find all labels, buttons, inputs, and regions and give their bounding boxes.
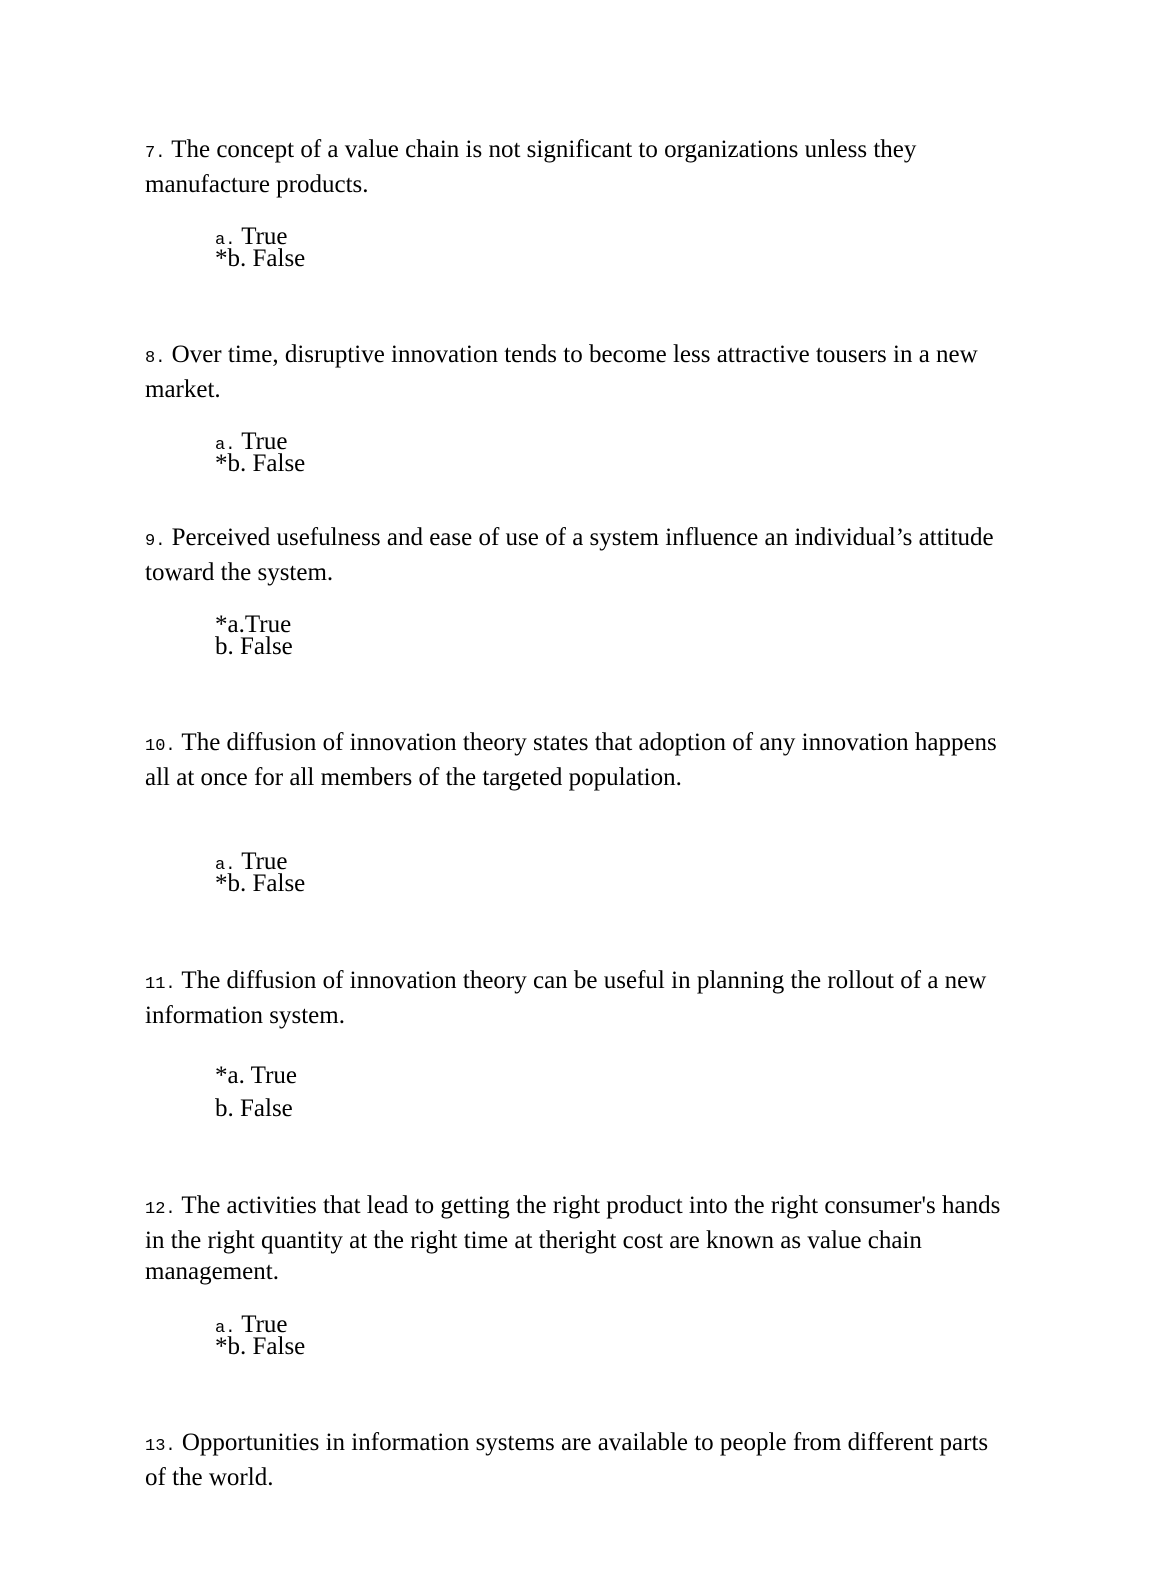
option-prefix: b. <box>215 1095 234 1122</box>
question-text: The concept of a value chain is not significant to organizations unless they manufacture products. <box>145 136 917 198</box>
question-10 <box>145 727 1005 897</box>
question-12-text-block <box>145 1190 1005 1287</box>
option-prefix: a. <box>215 856 236 875</box>
option-prefix: *b. <box>215 450 247 477</box>
option-b <box>215 633 293 660</box>
option-label: False <box>252 245 306 272</box>
option-label: False <box>240 1095 293 1122</box>
option-b <box>215 1333 306 1360</box>
option-prefix: b. <box>215 633 234 660</box>
option-label: True <box>241 1311 288 1338</box>
question-number: 7. <box>145 144 166 163</box>
option-b <box>215 450 306 477</box>
question-12 <box>145 1190 1005 1360</box>
answer-options <box>215 1059 297 1125</box>
question-text: The activities that lead to getting the right product into the right consumer's hands in the right quantity at the right time at theright cost are known as value chain management. <box>145 1192 1001 1285</box>
option-label: True <box>241 848 288 875</box>
question-number: 9. <box>145 532 166 551</box>
question-text: Perceived usefulness and ease of use of a system influence an individual’s attitude toward the system. <box>145 524 994 586</box>
option-prefix: a. <box>215 231 236 250</box>
question-text: The diffusion of innovation theory can be useful in planning the rollout of a new information system. <box>145 967 987 1029</box>
question-9-text-block <box>145 522 1005 588</box>
question-text: Opportunities in information systems are available to people from different parts of the world. <box>145 1429 989 1491</box>
question-9 <box>145 522 1005 660</box>
option-b <box>215 870 306 897</box>
option-prefix: *b. <box>215 870 247 897</box>
option-label: True <box>250 1062 297 1089</box>
answer-options <box>215 223 306 272</box>
question-7 <box>145 134 1005 272</box>
answer-options <box>215 611 293 660</box>
answer-options <box>215 428 306 477</box>
question-number: 10. <box>145 737 176 756</box>
option-label: False <box>240 633 293 660</box>
question-text: The diffusion of innovation theory states that adoption of any innovation happens all at once for all members of the targeted population. <box>145 729 997 791</box>
question-number: 8. <box>145 349 166 368</box>
option-a <box>215 1059 297 1092</box>
option-b <box>215 1092 297 1125</box>
option-prefix: a. <box>215 1319 236 1338</box>
option-label: False <box>252 450 306 477</box>
option-prefix: *b. <box>215 1333 247 1360</box>
question-13-text-block <box>145 1427 1005 1493</box>
question-10-text-block <box>145 727 1005 793</box>
question-11 <box>145 965 1005 1122</box>
option-prefix: a. <box>215 436 236 455</box>
question-number: 13. <box>145 1437 176 1456</box>
option-label: False <box>252 870 306 897</box>
option-prefix: *b. <box>215 245 247 272</box>
option-label: True <box>241 428 288 455</box>
question-number: 12. <box>145 1200 176 1219</box>
question-8 <box>145 339 1005 477</box>
option-prefix: *a. <box>215 1062 245 1089</box>
answer-options <box>215 1311 306 1360</box>
question-7-text-block <box>145 134 1005 200</box>
option-b <box>215 245 306 272</box>
question-13 <box>145 1427 1005 1493</box>
option-label: False <box>252 1333 306 1360</box>
answer-options <box>215 848 306 897</box>
question-number: 11. <box>145 975 176 994</box>
option-prefix: *a. <box>215 611 245 638</box>
question-8-text-block <box>145 339 1005 405</box>
option-label: True <box>241 223 288 250</box>
question-11-text-block <box>145 965 1005 1031</box>
question-text: Over time, disruptive innovation tends to become less attractive tousers in a new market. <box>145 341 978 403</box>
option-label: True <box>244 611 292 638</box>
